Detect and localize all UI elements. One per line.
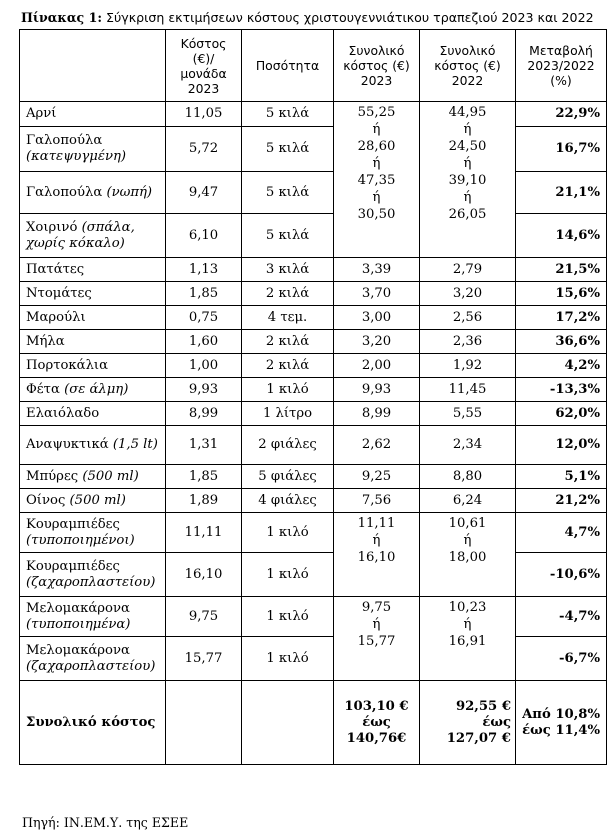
product-name-cell bbox=[20, 354, 166, 378]
cost-comparison-table bbox=[19, 29, 607, 765]
quantity-cell: 5 φιάλες bbox=[242, 465, 334, 489]
unit-cost-cell: 9,47 bbox=[166, 172, 242, 214]
quantity-cell: 2 κιλά bbox=[242, 354, 334, 378]
total-label: Συνολικό κόστος bbox=[20, 681, 166, 765]
total-empty-cost bbox=[166, 681, 242, 765]
total-change-value: Από 10,8% έως 11,4% bbox=[516, 681, 607, 765]
unit-cost-cell: 0,75 bbox=[166, 306, 242, 330]
table-row bbox=[20, 553, 607, 597]
total-2022-cell: 6,24 bbox=[420, 489, 516, 513]
change-cell: -10,6% bbox=[516, 553, 607, 597]
product-name-cell bbox=[20, 172, 166, 214]
quantity-cell: 1 κιλό bbox=[242, 513, 334, 553]
product-qualifier: (500 ml) bbox=[82, 468, 139, 484]
product-name-cell bbox=[20, 282, 166, 306]
total-2023-cell: 8,99 bbox=[334, 402, 420, 426]
change-cell: 62,0% bbox=[516, 402, 607, 426]
table-row bbox=[20, 214, 607, 258]
total-2022-cell: 11,45 bbox=[420, 378, 516, 402]
table-row bbox=[20, 306, 607, 330]
unit-cost-cell: 9,93 bbox=[166, 378, 242, 402]
total-2023-cell: 3,39 bbox=[334, 258, 420, 282]
product-name: Κουραμπιέδες bbox=[26, 558, 120, 574]
total-2023-value: 103,10 € έως 140,76€ bbox=[334, 681, 420, 765]
quantity-cell: 4 τεμ. bbox=[242, 306, 334, 330]
product-name: Κουραμπιέδες bbox=[26, 516, 120, 532]
total-2023-merged-cell: 11,11 ή 16,10 bbox=[334, 513, 420, 597]
table-row bbox=[20, 637, 607, 681]
change-cell: -13,3% bbox=[516, 378, 607, 402]
total-2022-merged-cell: 44,95 ή 24,50 ή 39,10 ή 26,05 bbox=[420, 102, 516, 258]
product-name-cell bbox=[20, 378, 166, 402]
header-row bbox=[20, 30, 607, 102]
quantity-cell: 1 κιλό bbox=[242, 378, 334, 402]
product-name: Μελομακάρονα bbox=[26, 642, 130, 658]
table-row bbox=[20, 102, 607, 127]
caption-text: Σύγκριση εκτιμήσεων κόστους χριστουγεννιάτικου τραπεζιού 2023 και 2022 bbox=[106, 10, 594, 25]
product-qualifier: (τυποποιημένα) bbox=[26, 616, 131, 632]
total-2022-cell: 2,36 bbox=[420, 330, 516, 354]
total-2023-cell: 3,20 bbox=[334, 330, 420, 354]
unit-cost-cell: 11,05 bbox=[166, 102, 242, 127]
change-cell: 36,6% bbox=[516, 330, 607, 354]
total-2023-cell: 2,62 bbox=[334, 426, 420, 465]
unit-cost-cell: 11,11 bbox=[166, 513, 242, 553]
quantity-cell: 5 κιλά bbox=[242, 214, 334, 258]
product-name: Γαλοπούλα bbox=[26, 133, 103, 148]
total-2023-cell: 3,00 bbox=[334, 306, 420, 330]
product-name: Μήλα bbox=[26, 333, 65, 349]
product-name-cell bbox=[20, 513, 166, 553]
table-row bbox=[20, 378, 607, 402]
change-cell: 21,5% bbox=[516, 258, 607, 282]
total-empty-qty bbox=[242, 681, 334, 765]
quantity-cell: 1 κιλό bbox=[242, 637, 334, 681]
product-name-cell bbox=[20, 306, 166, 330]
unit-cost-cell: 1,85 bbox=[166, 282, 242, 306]
change-cell: 12,0% bbox=[516, 426, 607, 465]
product-qualifier: (ζαχαροπλαστείου) bbox=[26, 574, 156, 590]
unit-cost-cell: 8,99 bbox=[166, 402, 242, 426]
change-cell: 21,1% bbox=[516, 172, 607, 214]
table-row bbox=[20, 513, 607, 553]
quantity-cell: 5 κιλά bbox=[242, 127, 334, 172]
table-row bbox=[20, 465, 607, 489]
total-2022-cell: 5,55 bbox=[420, 402, 516, 426]
unit-cost-cell: 1,00 bbox=[166, 354, 242, 378]
unit-cost-cell: 9,75 bbox=[166, 597, 242, 637]
product-qualifier: (κατεψυγμένη) bbox=[26, 149, 127, 164]
change-cell: 22,9% bbox=[516, 102, 607, 127]
product-name-cell bbox=[20, 465, 166, 489]
total-2022-cell: 3,20 bbox=[420, 282, 516, 306]
product-name: Χοιρινό bbox=[26, 219, 78, 235]
total-2023-cell: 9,25 bbox=[334, 465, 420, 489]
total-2023-cell: 3,70 bbox=[334, 282, 420, 306]
product-name: Φέτα bbox=[26, 381, 60, 397]
table-caption bbox=[21, 10, 611, 25]
table-row bbox=[20, 597, 607, 637]
product-qualifier: (σπάλα, χωρίς κόκαλο) bbox=[26, 219, 135, 251]
change-cell: 17,2% bbox=[516, 306, 607, 330]
unit-cost-cell: 1,31 bbox=[166, 426, 242, 465]
total-2022-value: 92,55 € έως 127,07 € bbox=[420, 681, 516, 765]
table-row bbox=[20, 489, 607, 513]
unit-cost-cell: 6,10 bbox=[166, 214, 242, 258]
product-qualifier: (τυποποιημένοι) bbox=[26, 532, 135, 548]
table-row bbox=[20, 402, 607, 426]
unit-cost-cell: 15,77 bbox=[166, 637, 242, 681]
header-total-2023: Συνολικό κόστος (€) 2023 bbox=[334, 30, 420, 102]
product-name-cell bbox=[20, 330, 166, 354]
change-cell: 4,7% bbox=[516, 513, 607, 553]
unit-cost-cell: 1,85 bbox=[166, 465, 242, 489]
product-name: Γαλοπούλα bbox=[26, 184, 103, 200]
change-cell: -6,7% bbox=[516, 637, 607, 681]
table-row bbox=[20, 258, 607, 282]
total-2022-merged-cell: 10,61 ή 18,00 bbox=[420, 513, 516, 597]
product-name: Πατάτες bbox=[26, 261, 85, 277]
product-name-cell bbox=[20, 258, 166, 282]
table-row bbox=[20, 426, 607, 465]
total-2022-cell: 8,80 bbox=[420, 465, 516, 489]
product-name: Ελαιόλαδο bbox=[26, 405, 100, 421]
change-cell: 5,1% bbox=[516, 465, 607, 489]
quantity-cell: 2 φιάλες bbox=[242, 426, 334, 465]
product-qualifier: (ζαχαροπλαστείου) bbox=[26, 658, 156, 674]
total-2023-cell: 2,00 bbox=[334, 354, 420, 378]
quantity-cell: 1 κιλό bbox=[242, 597, 334, 637]
quantity-cell: 3 κιλά bbox=[242, 258, 334, 282]
total-2023-merged-cell: 9,75 ή 15,77 bbox=[334, 597, 420, 681]
table-row bbox=[20, 127, 607, 172]
quantity-cell: 1 κιλό bbox=[242, 553, 334, 597]
total-2023-cell: 7,56 bbox=[334, 489, 420, 513]
change-cell: 15,6% bbox=[516, 282, 607, 306]
unit-cost-cell: 5,72 bbox=[166, 127, 242, 172]
product-qualifier: (1,5 lt) bbox=[112, 437, 158, 452]
change-cell: -4,7% bbox=[516, 597, 607, 637]
quantity-cell: 5 κιλά bbox=[242, 102, 334, 127]
quantity-cell: 2 κιλά bbox=[242, 330, 334, 354]
product-name-cell bbox=[20, 489, 166, 513]
product-qualifier: (σε άλμη) bbox=[64, 381, 129, 397]
product-name-cell bbox=[20, 553, 166, 597]
unit-cost-cell: 1,13 bbox=[166, 258, 242, 282]
product-name-cell bbox=[20, 402, 166, 426]
change-cell: 16,7% bbox=[516, 127, 607, 172]
product-name: Μαρούλι bbox=[26, 309, 86, 325]
table-row bbox=[20, 282, 607, 306]
total-2022-cell: 1,92 bbox=[420, 354, 516, 378]
product-name-cell bbox=[20, 426, 166, 465]
product-name-cell bbox=[20, 214, 166, 258]
total-2022-cell: 2,34 bbox=[420, 426, 516, 465]
total-2022-merged-cell: 10,23 ή 16,91 bbox=[420, 597, 516, 681]
product-name-cell bbox=[20, 597, 166, 637]
product-qualifier: (νωπή) bbox=[106, 184, 153, 200]
product-name: Οίνος bbox=[26, 492, 66, 508]
product-name: Αναψυκτικά bbox=[26, 437, 109, 452]
header-quantity: Ποσότητα bbox=[242, 30, 334, 102]
change-cell: 21,2% bbox=[516, 489, 607, 513]
table-row bbox=[20, 172, 607, 214]
unit-cost-cell: 16,10 bbox=[166, 553, 242, 597]
product-name-cell bbox=[20, 637, 166, 681]
header-cost-unit: Κόστος (€)/ μονάδα 2023 bbox=[166, 30, 242, 102]
total-2022-cell: 2,56 bbox=[420, 306, 516, 330]
unit-cost-cell: 1,89 bbox=[166, 489, 242, 513]
header-total-2022: Συνολικό κόστος (€) 2022 bbox=[420, 30, 516, 102]
product-name-cell bbox=[20, 127, 166, 172]
quantity-cell: 4 φιάλες bbox=[242, 489, 334, 513]
quantity-cell: 5 κιλά bbox=[242, 172, 334, 214]
total-2023-merged-cell: 55,25 ή 28,60 ή 47,35 ή 30,50 bbox=[334, 102, 420, 258]
quantity-cell: 1 λίτρο bbox=[242, 402, 334, 426]
total-row bbox=[20, 681, 607, 765]
total-2022-cell: 2,79 bbox=[420, 258, 516, 282]
total-2023-cell: 9,93 bbox=[334, 378, 420, 402]
product-name-cell bbox=[20, 102, 166, 127]
change-cell: 14,6% bbox=[516, 214, 607, 258]
product-qualifier: (500 ml) bbox=[69, 492, 126, 508]
table-row bbox=[20, 354, 607, 378]
product-name: Μπύρες bbox=[26, 468, 79, 484]
header-change: Μεταβολή 2023/2022 (%) bbox=[516, 30, 607, 102]
product-name: Μελομακάρονα bbox=[26, 600, 130, 616]
table-row bbox=[20, 330, 607, 354]
quantity-cell: 2 κιλά bbox=[242, 282, 334, 306]
header-product bbox=[20, 30, 166, 102]
unit-cost-cell: 1,60 bbox=[166, 330, 242, 354]
source-note: Πηγή: ΙΝ.ΕΜ.Υ. της ΕΣΕΕ bbox=[22, 815, 189, 830]
product-name: Αρνί bbox=[26, 106, 57, 121]
change-cell: 4,2% bbox=[516, 354, 607, 378]
product-name: Ντομάτες bbox=[26, 285, 92, 301]
caption-label: Πίνακας 1: bbox=[21, 10, 103, 25]
product-name: Πορτοκάλια bbox=[26, 357, 109, 373]
